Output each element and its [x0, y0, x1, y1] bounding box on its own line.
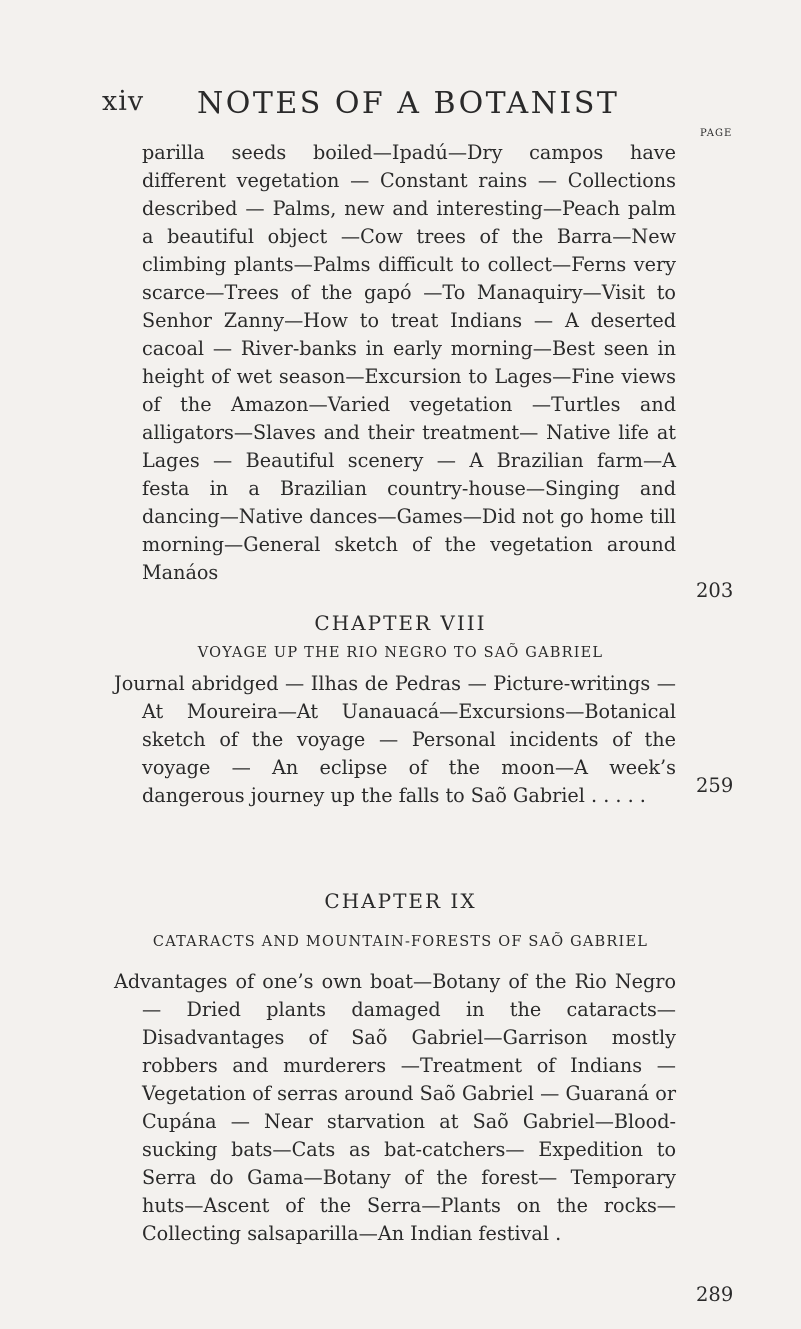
entry-text: Advantages of one’s own boat—Botany of the Rio Negro— Dried plants damaged in the cataracts—Disadvantages of Saõ Gabriel—Garrison mostly robbers and murderers —Treatment of Indians — Vegetation of serras around Saõ Gabriel — Guaraná or Cupána — Near starvation at Saõ Gabriel—Blood-sucking bats—Cats as bat-catchers— Expedition to Serra do Gama—Botany of the forest— Temporary huts—Ascent of the Serra—Plants on the rocks—Collecting salsaparilla—An Indian festival . — [114, 970, 676, 1245]
chapter-heading: VOYAGE UP THE RIO NEGRO TO SAÕ GABRIEL — [197, 645, 604, 661]
contents-entry — [114, 670, 676, 810]
running-title: NOTES OF A BOTANIST — [197, 86, 620, 121]
entry-page-number: 203 — [696, 579, 734, 602]
entry-text: parilla seeds boiled—Ipadú—Dry campos have different vegetation — Constant rains — Collections described — Palms, new and interesting—Peach palm a beautiful object —Cow trees of the Barra—New climbing plants—Palms difficult to collect—Ferns very scarce—Trees of the gapó —To Manaquiry—Visit to Senhor Zanny—How to treat Indians — A deserted cacoal — River-banks in early morning—Best seen in height of wet season—Excursion to Lages—Fine views of the Amazon—Varied vegetation —Turtles and alligators—Slaves and their treatment— Native life at Lages — Beautiful scenery — A Brazilian farm—A festa in a Brazilian country-house—Singing and dancing—Native dances—Games—Did not go home till morning—General sketch of the vegetation around Manáos — [142, 141, 676, 584]
page-number: xiv — [102, 86, 145, 117]
entry-page-number: 289 — [696, 1283, 734, 1306]
entry-text: Journal abridged — Ilhas de Pedras — Picture-writings — At Moureira—At Uanauacá—Excursions—Botanical sketch of the voyage — Personal incidents of the voyage — An eclipse of the moon—A week’s dangerous journey up the falls to Saõ Gabriel . . . . . — [114, 672, 676, 807]
contents-entry — [142, 139, 676, 587]
page-column-label: PAGE — [700, 128, 733, 139]
chapter-title: CHAPTER VIII — [314, 611, 487, 635]
contents-entry — [114, 968, 676, 1248]
running-header — [0, 86, 801, 126]
chapter-heading: CATARACTS AND MOUNTAIN-FORESTS OF SAÕ GABRIEL — [152, 934, 649, 950]
entry-page-number: 259 — [696, 774, 734, 797]
chapter-title: CHAPTER IX — [324, 889, 477, 913]
